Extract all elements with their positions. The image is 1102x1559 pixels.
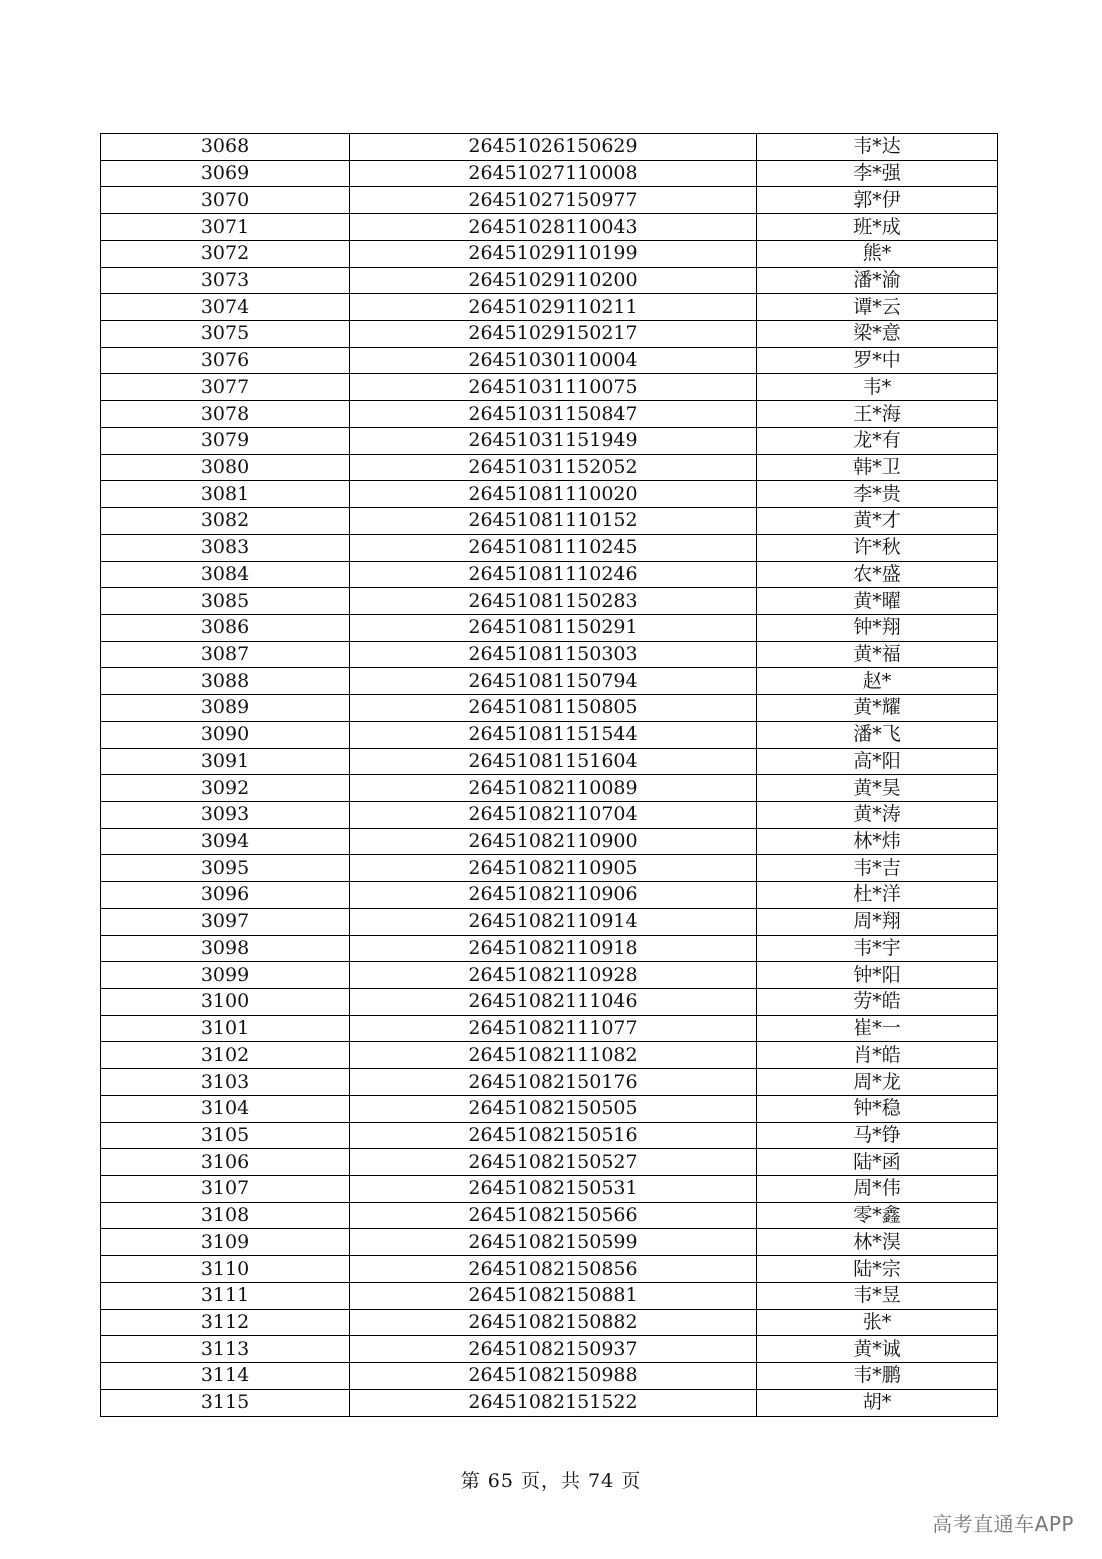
- candidate-name-cell: 韩*卫: [757, 454, 998, 481]
- candidate-id-cell: 26451082111082: [350, 1042, 757, 1069]
- table-row: [101, 187, 998, 214]
- candidate-id-cell: 26451031110075: [350, 374, 757, 401]
- candidate-id-cell: 26451082110704: [350, 801, 757, 828]
- candidate-id-cell: 26451082150176: [350, 1069, 757, 1096]
- table-row: [101, 775, 998, 802]
- row-number-cell: 3111: [101, 1282, 350, 1309]
- candidate-name-cell: 郭*伊: [757, 187, 998, 214]
- table-row: [101, 374, 998, 401]
- row-number-cell: 3090: [101, 721, 350, 748]
- candidate-name-cell: 周*伟: [757, 1176, 998, 1203]
- row-number-cell: 3106: [101, 1149, 350, 1176]
- table-row: [101, 801, 998, 828]
- table-row: [101, 347, 998, 374]
- row-number-cell: 3091: [101, 748, 350, 775]
- candidate-name-cell: 赵*: [757, 668, 998, 695]
- table-row: [101, 962, 998, 989]
- table-row: [101, 454, 998, 481]
- table-row: [101, 1042, 998, 1069]
- candidate-id-cell: 26451081151604: [350, 748, 757, 775]
- candidate-id-cell: 26451082111046: [350, 989, 757, 1016]
- table-row: [101, 748, 998, 775]
- candidate-name-cell: 钟*翔: [757, 614, 998, 641]
- row-number-cell: 3088: [101, 668, 350, 695]
- row-number-cell: 3097: [101, 908, 350, 935]
- candidate-id-cell: 26451082110928: [350, 962, 757, 989]
- table-row: [101, 481, 998, 508]
- candidate-id-cell: 26451082150505: [350, 1095, 757, 1122]
- candidate-name-cell: 王*海: [757, 401, 998, 428]
- table-row: [101, 1389, 998, 1416]
- candidate-id-cell: 26451031152052: [350, 454, 757, 481]
- candidate-id-cell: 26451082151522: [350, 1389, 757, 1416]
- candidate-name-cell: 韦*达: [757, 134, 998, 161]
- table-row: [101, 160, 998, 187]
- table-row: [101, 828, 998, 855]
- candidate-name-cell: 钟*阳: [757, 962, 998, 989]
- row-number-cell: 3096: [101, 882, 350, 909]
- candidate-name-cell: 周*龙: [757, 1069, 998, 1096]
- table-row: [101, 534, 998, 561]
- candidate-name-cell: 钟*稳: [757, 1095, 998, 1122]
- row-number-cell: 3094: [101, 828, 350, 855]
- table-row: [101, 668, 998, 695]
- candidate-id-cell: 26451081150805: [350, 695, 757, 722]
- table-row: [101, 1149, 998, 1176]
- table-row: [101, 401, 998, 428]
- candidate-name-cell: 黄*耀: [757, 695, 998, 722]
- candidate-name-cell: 陆*宗: [757, 1256, 998, 1283]
- roster-body: [101, 134, 998, 1417]
- candidate-name-cell: 谭*云: [757, 294, 998, 321]
- table-row: [101, 989, 998, 1016]
- row-number-cell: 3076: [101, 347, 350, 374]
- table-row: [101, 935, 998, 962]
- candidate-name-cell: 韦*昱: [757, 1282, 998, 1309]
- row-number-cell: 3100: [101, 989, 350, 1016]
- candidate-name-cell: 许*秋: [757, 534, 998, 561]
- candidate-name-cell: 韦*吉: [757, 855, 998, 882]
- candidate-name-cell: 黄*昊: [757, 775, 998, 802]
- candidate-id-cell: 26451082111077: [350, 1015, 757, 1042]
- row-number-cell: 3068: [101, 134, 350, 161]
- table-row: [101, 267, 998, 294]
- candidate-id-cell: 26451030110004: [350, 347, 757, 374]
- candidate-id-cell: 26451082150531: [350, 1176, 757, 1203]
- candidate-name-cell: 龙*有: [757, 427, 998, 454]
- table-row: [101, 1095, 998, 1122]
- candidate-id-cell: 26451081110245: [350, 534, 757, 561]
- candidate-id-cell: 26451082150566: [350, 1202, 757, 1229]
- table-row: [101, 721, 998, 748]
- candidate-name-cell: 黄*才: [757, 508, 998, 535]
- candidate-name-cell: 张*: [757, 1309, 998, 1336]
- row-number-cell: 3095: [101, 855, 350, 882]
- candidate-id-cell: 26451026150629: [350, 134, 757, 161]
- candidate-name-cell: 李*强: [757, 160, 998, 187]
- table-row: [101, 641, 998, 668]
- candidate-id-cell: 26451031150847: [350, 401, 757, 428]
- row-number-cell: 3109: [101, 1229, 350, 1256]
- row-number-cell: 3071: [101, 214, 350, 241]
- candidate-name-cell: 崔*一: [757, 1015, 998, 1042]
- candidate-id-cell: 26451081151544: [350, 721, 757, 748]
- candidate-id-cell: 26451082110905: [350, 855, 757, 882]
- candidate-name-cell: 黄*诚: [757, 1336, 998, 1363]
- candidate-name-cell: 杜*洋: [757, 882, 998, 909]
- row-number-cell: 3070: [101, 187, 350, 214]
- row-number-cell: 3084: [101, 561, 350, 588]
- candidate-id-cell: 26451082150527: [350, 1149, 757, 1176]
- row-number-cell: 3073: [101, 267, 350, 294]
- page-number-footer: 第 65 页，共 74 页: [460, 1470, 642, 1492]
- candidate-name-cell: 马*铮: [757, 1122, 998, 1149]
- candidate-id-cell: 26451081150794: [350, 668, 757, 695]
- row-number-cell: 3101: [101, 1015, 350, 1042]
- candidate-name-cell: 肖*皓: [757, 1042, 998, 1069]
- candidate-name-cell: 韦*: [757, 374, 998, 401]
- table-row: [101, 427, 998, 454]
- candidate-name-cell: 罗*中: [757, 347, 998, 374]
- row-number-cell: 3087: [101, 641, 350, 668]
- candidate-name-cell: 黄*曜: [757, 588, 998, 615]
- table-row: [101, 1176, 998, 1203]
- candidate-id-cell: 26451082110900: [350, 828, 757, 855]
- table-row: [101, 214, 998, 241]
- row-number-cell: 3104: [101, 1095, 350, 1122]
- candidate-id-cell: 26451081110152: [350, 508, 757, 535]
- row-number-cell: 3103: [101, 1069, 350, 1096]
- candidate-id-cell: 26451028110043: [350, 214, 757, 241]
- row-number-cell: 3077: [101, 374, 350, 401]
- candidate-name-cell: 陆*函: [757, 1149, 998, 1176]
- row-number-cell: 3112: [101, 1309, 350, 1336]
- row-number-cell: 3079: [101, 427, 350, 454]
- table-row: [101, 134, 998, 161]
- row-number-cell: 3074: [101, 294, 350, 321]
- candidate-id-cell: 26451082150856: [350, 1256, 757, 1283]
- table-row: [101, 1282, 998, 1309]
- candidate-id-cell: 26451029110199: [350, 240, 757, 267]
- candidate-name-cell: 韦*鹏: [757, 1363, 998, 1390]
- candidate-id-cell: 26451082110906: [350, 882, 757, 909]
- row-number-cell: 3093: [101, 801, 350, 828]
- candidate-name-cell: 李*贵: [757, 481, 998, 508]
- table-row: [101, 1309, 998, 1336]
- candidate-id-cell: 26451082110914: [350, 908, 757, 935]
- app-watermark: 高考直通车APP: [932, 1512, 1074, 1536]
- candidate-name-cell: 林*炜: [757, 828, 998, 855]
- table-row: [101, 240, 998, 267]
- candidate-name-cell: 潘*飞: [757, 721, 998, 748]
- candidate-id-cell: 26451081150303: [350, 641, 757, 668]
- table-row: [101, 588, 998, 615]
- row-number-cell: 3099: [101, 962, 350, 989]
- row-number-cell: 3108: [101, 1202, 350, 1229]
- row-number-cell: 3086: [101, 614, 350, 641]
- row-number-cell: 3085: [101, 588, 350, 615]
- candidate-id-cell: 26451082150881: [350, 1282, 757, 1309]
- row-number-cell: 3069: [101, 160, 350, 187]
- row-number-cell: 3072: [101, 240, 350, 267]
- table-row: [101, 908, 998, 935]
- candidate-name-cell: 黄*涛: [757, 801, 998, 828]
- table-row: [101, 1015, 998, 1042]
- candidate-name-cell: 劳*皓: [757, 989, 998, 1016]
- row-number-cell: 3075: [101, 321, 350, 348]
- candidate-name-cell: 梁*意: [757, 321, 998, 348]
- table-row: [101, 294, 998, 321]
- candidate-id-cell: 26451081110246: [350, 561, 757, 588]
- candidate-id-cell: 26451081150291: [350, 614, 757, 641]
- row-number-cell: 3092: [101, 775, 350, 802]
- table-row: [101, 695, 998, 722]
- candidate-name-cell: 熊*: [757, 240, 998, 267]
- candidate-id-cell: 26451029110211: [350, 294, 757, 321]
- roster-table: [100, 133, 998, 1417]
- row-number-cell: 3105: [101, 1122, 350, 1149]
- table-row: [101, 1363, 998, 1390]
- row-number-cell: 3098: [101, 935, 350, 962]
- candidate-id-cell: 26451082150882: [350, 1309, 757, 1336]
- table-row: [101, 561, 998, 588]
- row-number-cell: 3110: [101, 1256, 350, 1283]
- candidate-name-cell: 韦*宇: [757, 935, 998, 962]
- candidate-name-cell: 零*鑫: [757, 1202, 998, 1229]
- row-number-cell: 3080: [101, 454, 350, 481]
- candidate-name-cell: 班*成: [757, 214, 998, 241]
- candidate-id-cell: 26451027150977: [350, 187, 757, 214]
- candidate-id-cell: 26451081150283: [350, 588, 757, 615]
- table-row: [101, 855, 998, 882]
- candidate-id-cell: 26451082110089: [350, 775, 757, 802]
- candidate-name-cell: 潘*渝: [757, 267, 998, 294]
- table-row: [101, 614, 998, 641]
- candidate-name-cell: 林*淏: [757, 1229, 998, 1256]
- row-number-cell: 3102: [101, 1042, 350, 1069]
- candidate-id-cell: 26451082110918: [350, 935, 757, 962]
- row-number-cell: 3078: [101, 401, 350, 428]
- row-number-cell: 3115: [101, 1389, 350, 1416]
- candidate-id-cell: 26451027110008: [350, 160, 757, 187]
- candidate-id-cell: 26451082150599: [350, 1229, 757, 1256]
- row-number-cell: 3107: [101, 1176, 350, 1203]
- candidate-id-cell: 26451082150516: [350, 1122, 757, 1149]
- candidate-name-cell: 农*盛: [757, 561, 998, 588]
- row-number-cell: 3083: [101, 534, 350, 561]
- table-row: [101, 882, 998, 909]
- candidate-id-cell: 26451081110020: [350, 481, 757, 508]
- table-row: [101, 1122, 998, 1149]
- candidate-id-cell: 26451031151949: [350, 427, 757, 454]
- table-row: [101, 1256, 998, 1283]
- row-number-cell: 3114: [101, 1363, 350, 1390]
- row-number-cell: 3089: [101, 695, 350, 722]
- table-row: [101, 1069, 998, 1096]
- row-number-cell: 3081: [101, 481, 350, 508]
- candidate-id-cell: 26451029110200: [350, 267, 757, 294]
- row-number-cell: 3082: [101, 508, 350, 535]
- table-row: [101, 508, 998, 535]
- candidate-id-cell: 26451029150217: [350, 321, 757, 348]
- candidate-id-cell: 26451082150937: [350, 1336, 757, 1363]
- table-row: [101, 1229, 998, 1256]
- candidate-name-cell: 周*翔: [757, 908, 998, 935]
- table-row: [101, 321, 998, 348]
- table-row: [101, 1202, 998, 1229]
- table-row: [101, 1336, 998, 1363]
- candidate-id-cell: 26451082150988: [350, 1363, 757, 1390]
- candidate-name-cell: 黄*福: [757, 641, 998, 668]
- candidate-name-cell: 高*阳: [757, 748, 998, 775]
- candidate-name-cell: 胡*: [757, 1389, 998, 1416]
- row-number-cell: 3113: [101, 1336, 350, 1363]
